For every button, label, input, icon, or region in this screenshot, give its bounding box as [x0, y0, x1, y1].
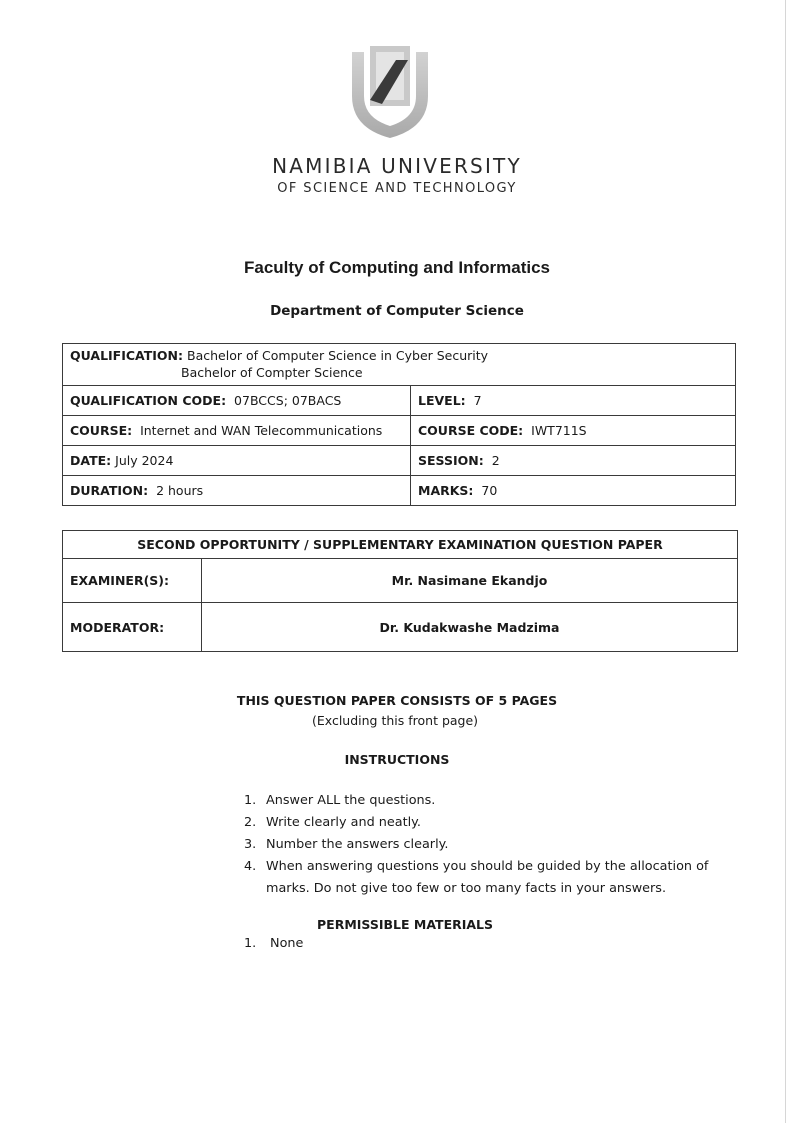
qualification-info-table	[62, 343, 736, 506]
qualification-cell	[63, 344, 736, 386]
permissible-materials-title: PERMISSIBLE MATERIALS	[317, 917, 494, 932]
marks-cell	[411, 476, 736, 506]
level-cell	[411, 386, 736, 416]
course-label: COURSE:	[70, 423, 133, 438]
course-cell	[63, 416, 411, 446]
instruction-text: Number the answers clearly.	[266, 837, 449, 852]
qualification-code-label: QUALIFICATION CODE:	[70, 393, 227, 408]
session-cell	[411, 446, 736, 476]
page-count-note: THIS QUESTION PAPER CONSISTS OF 5 PAGES	[236, 693, 558, 708]
permissible-text: None	[270, 936, 304, 951]
instructions-title: INSTRUCTIONS	[344, 752, 450, 767]
marks-value: 70	[481, 483, 498, 498]
university-subtitle: OF SCIENCE AND TECHNOLOGY	[277, 181, 517, 196]
instruction-item	[244, 834, 714, 856]
instruction-text: Answer ALL the questions.	[266, 793, 436, 808]
date-value: July 2024	[115, 453, 174, 468]
instruction-item	[244, 856, 714, 900]
duration-cell	[63, 476, 411, 506]
instruction-text: When answering questions you should be guided by the allocation of marks. Do not give too few or too many facts in your answers.	[266, 859, 709, 896]
moderator-label: MODERATOR:	[63, 603, 202, 652]
course-code-cell	[411, 416, 736, 446]
faculty-title: Faculty of Computing and Informatics	[243, 258, 550, 277]
examiner-label: EXAMINER(S):	[63, 559, 202, 603]
qualification-value-2: Bachelor of Compter Science	[181, 365, 363, 380]
duration-label: DURATION:	[70, 483, 149, 498]
permissible-number: 1.	[244, 936, 257, 951]
instruction-text: Write clearly and neatly.	[266, 815, 421, 830]
instruction-number: 3.	[244, 837, 257, 852]
permissible-materials-item	[244, 936, 303, 951]
moderator-value: Dr. Kudakwashe Madzima	[202, 603, 738, 652]
instruction-item	[244, 812, 714, 834]
course-value: Internet and WAN Telecommunications	[140, 423, 383, 438]
examination-table	[62, 530, 738, 652]
course-code-value: IWT711S	[531, 423, 587, 438]
instruction-number: 1.	[244, 793, 257, 808]
instruction-number: 4.	[244, 859, 257, 874]
examiner-value: Mr. Nasimane Ekandjo	[202, 559, 738, 603]
university-shield-logo	[344, 42, 436, 140]
date-label: DATE:	[70, 453, 112, 468]
level-label: LEVEL:	[418, 393, 466, 408]
instructions-list	[244, 790, 714, 900]
qualification-label: QUALIFICATION:	[70, 348, 184, 363]
level-value: 7	[473, 393, 482, 408]
date-cell	[63, 446, 411, 476]
excluding-note: (Excluding this front page)	[312, 713, 479, 728]
session-value: 2	[491, 453, 500, 468]
duration-value: 2 hours	[156, 483, 204, 498]
qualification-value-1: Bachelor of Computer Science in Cyber Security	[187, 348, 489, 363]
course-code-label: COURSE CODE:	[418, 423, 524, 438]
instruction-item	[244, 790, 714, 812]
marks-label: MARKS:	[418, 483, 474, 498]
qualification-code-cell	[63, 386, 411, 416]
university-name: NAMIBIA UNIVERSITY	[272, 154, 522, 178]
instruction-number: 2.	[244, 815, 257, 830]
exam-heading: SECOND OPPORTUNITY / SUPPLEMENTARY EXAMINATION QUESTION PAPER	[63, 531, 738, 559]
qualification-code-value: 07BCCS; 07BACS	[234, 393, 342, 408]
department-title: Department of Computer Science	[270, 303, 524, 319]
session-label: SESSION:	[418, 453, 484, 468]
